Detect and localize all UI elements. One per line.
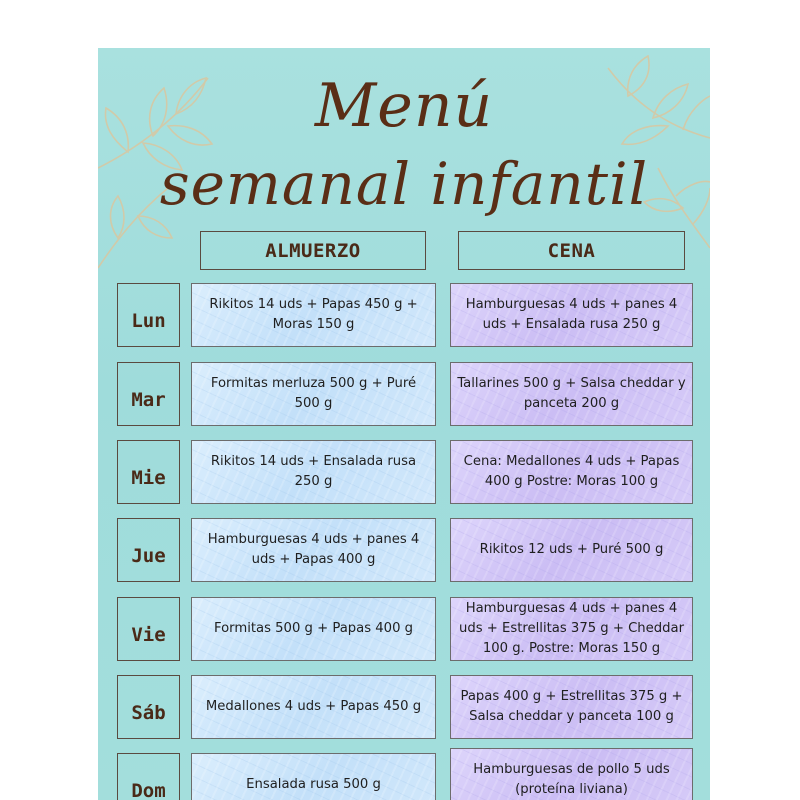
column-header-dinner: CENA	[458, 231, 685, 270]
lunch-cell: Formitas 500 g + Papas 400 g	[191, 597, 436, 661]
day-label	[117, 440, 180, 504]
lunch-cell: Rikitos 14 uds + Ensalada rusa 250 g	[191, 440, 436, 504]
column-header-lunch: ALMUERZO	[200, 231, 426, 270]
lunch-cell: Formitas merluza 500 g + Puré 500 g	[191, 362, 436, 426]
day-label-text: Mie	[131, 467, 166, 489]
day-label-text: Sáb	[131, 702, 166, 724]
dinner-cell: Hamburguesas de pollo 5 uds (proteína liviana)	[450, 748, 693, 800]
day-label	[117, 283, 180, 347]
dinner-cell: Cena: Medallones 4 uds + Papas 400 g Postre: Moras 100 g	[450, 440, 693, 504]
lunch-cell: Ensalada rusa 500 g	[191, 753, 436, 800]
lunch-cell: Rikitos 14 uds + Papas 450 g + Moras 150 g	[191, 283, 436, 347]
day-label	[117, 362, 180, 426]
lunch-cell: Medallones 4 uds + Papas 450 g	[191, 675, 436, 739]
day-label	[117, 675, 180, 739]
dinner-cell: Papas 400 g + Estrellitas 375 g + Salsa cheddar y panceta 100 g	[450, 675, 693, 739]
dinner-cell: Tallarines 500 g + Salsa cheddar y panceta 200 g	[450, 362, 693, 426]
menu-poster	[98, 48, 710, 800]
day-label	[117, 597, 180, 661]
menu-title-line-1: Menú	[314, 71, 494, 141]
dinner-cell: Hamburguesas 4 uds + panes 4 uds + Ensalada rusa 250 g	[450, 283, 693, 347]
day-label-text: Vie	[131, 624, 166, 646]
day-label-text: Dom	[131, 780, 166, 800]
day-label	[117, 753, 180, 800]
dinner-cell: Hamburguesas 4 uds + panes 4 uds + Estrellitas 375 g + Cheddar 100 g. Postre: Moras 150 g	[450, 597, 693, 661]
day-label	[117, 518, 180, 582]
dinner-cell: Rikitos 12 uds + Puré 500 g	[450, 518, 693, 582]
day-label-text: Lun	[131, 310, 166, 332]
day-label-text: Mar	[131, 389, 166, 411]
lunch-cell: Hamburguesas 4 uds + panes 4 uds + Papas 400 g	[191, 518, 436, 582]
day-label-text: Jue	[131, 545, 166, 567]
menu-title-line-2: semanal infantil	[159, 150, 649, 218]
